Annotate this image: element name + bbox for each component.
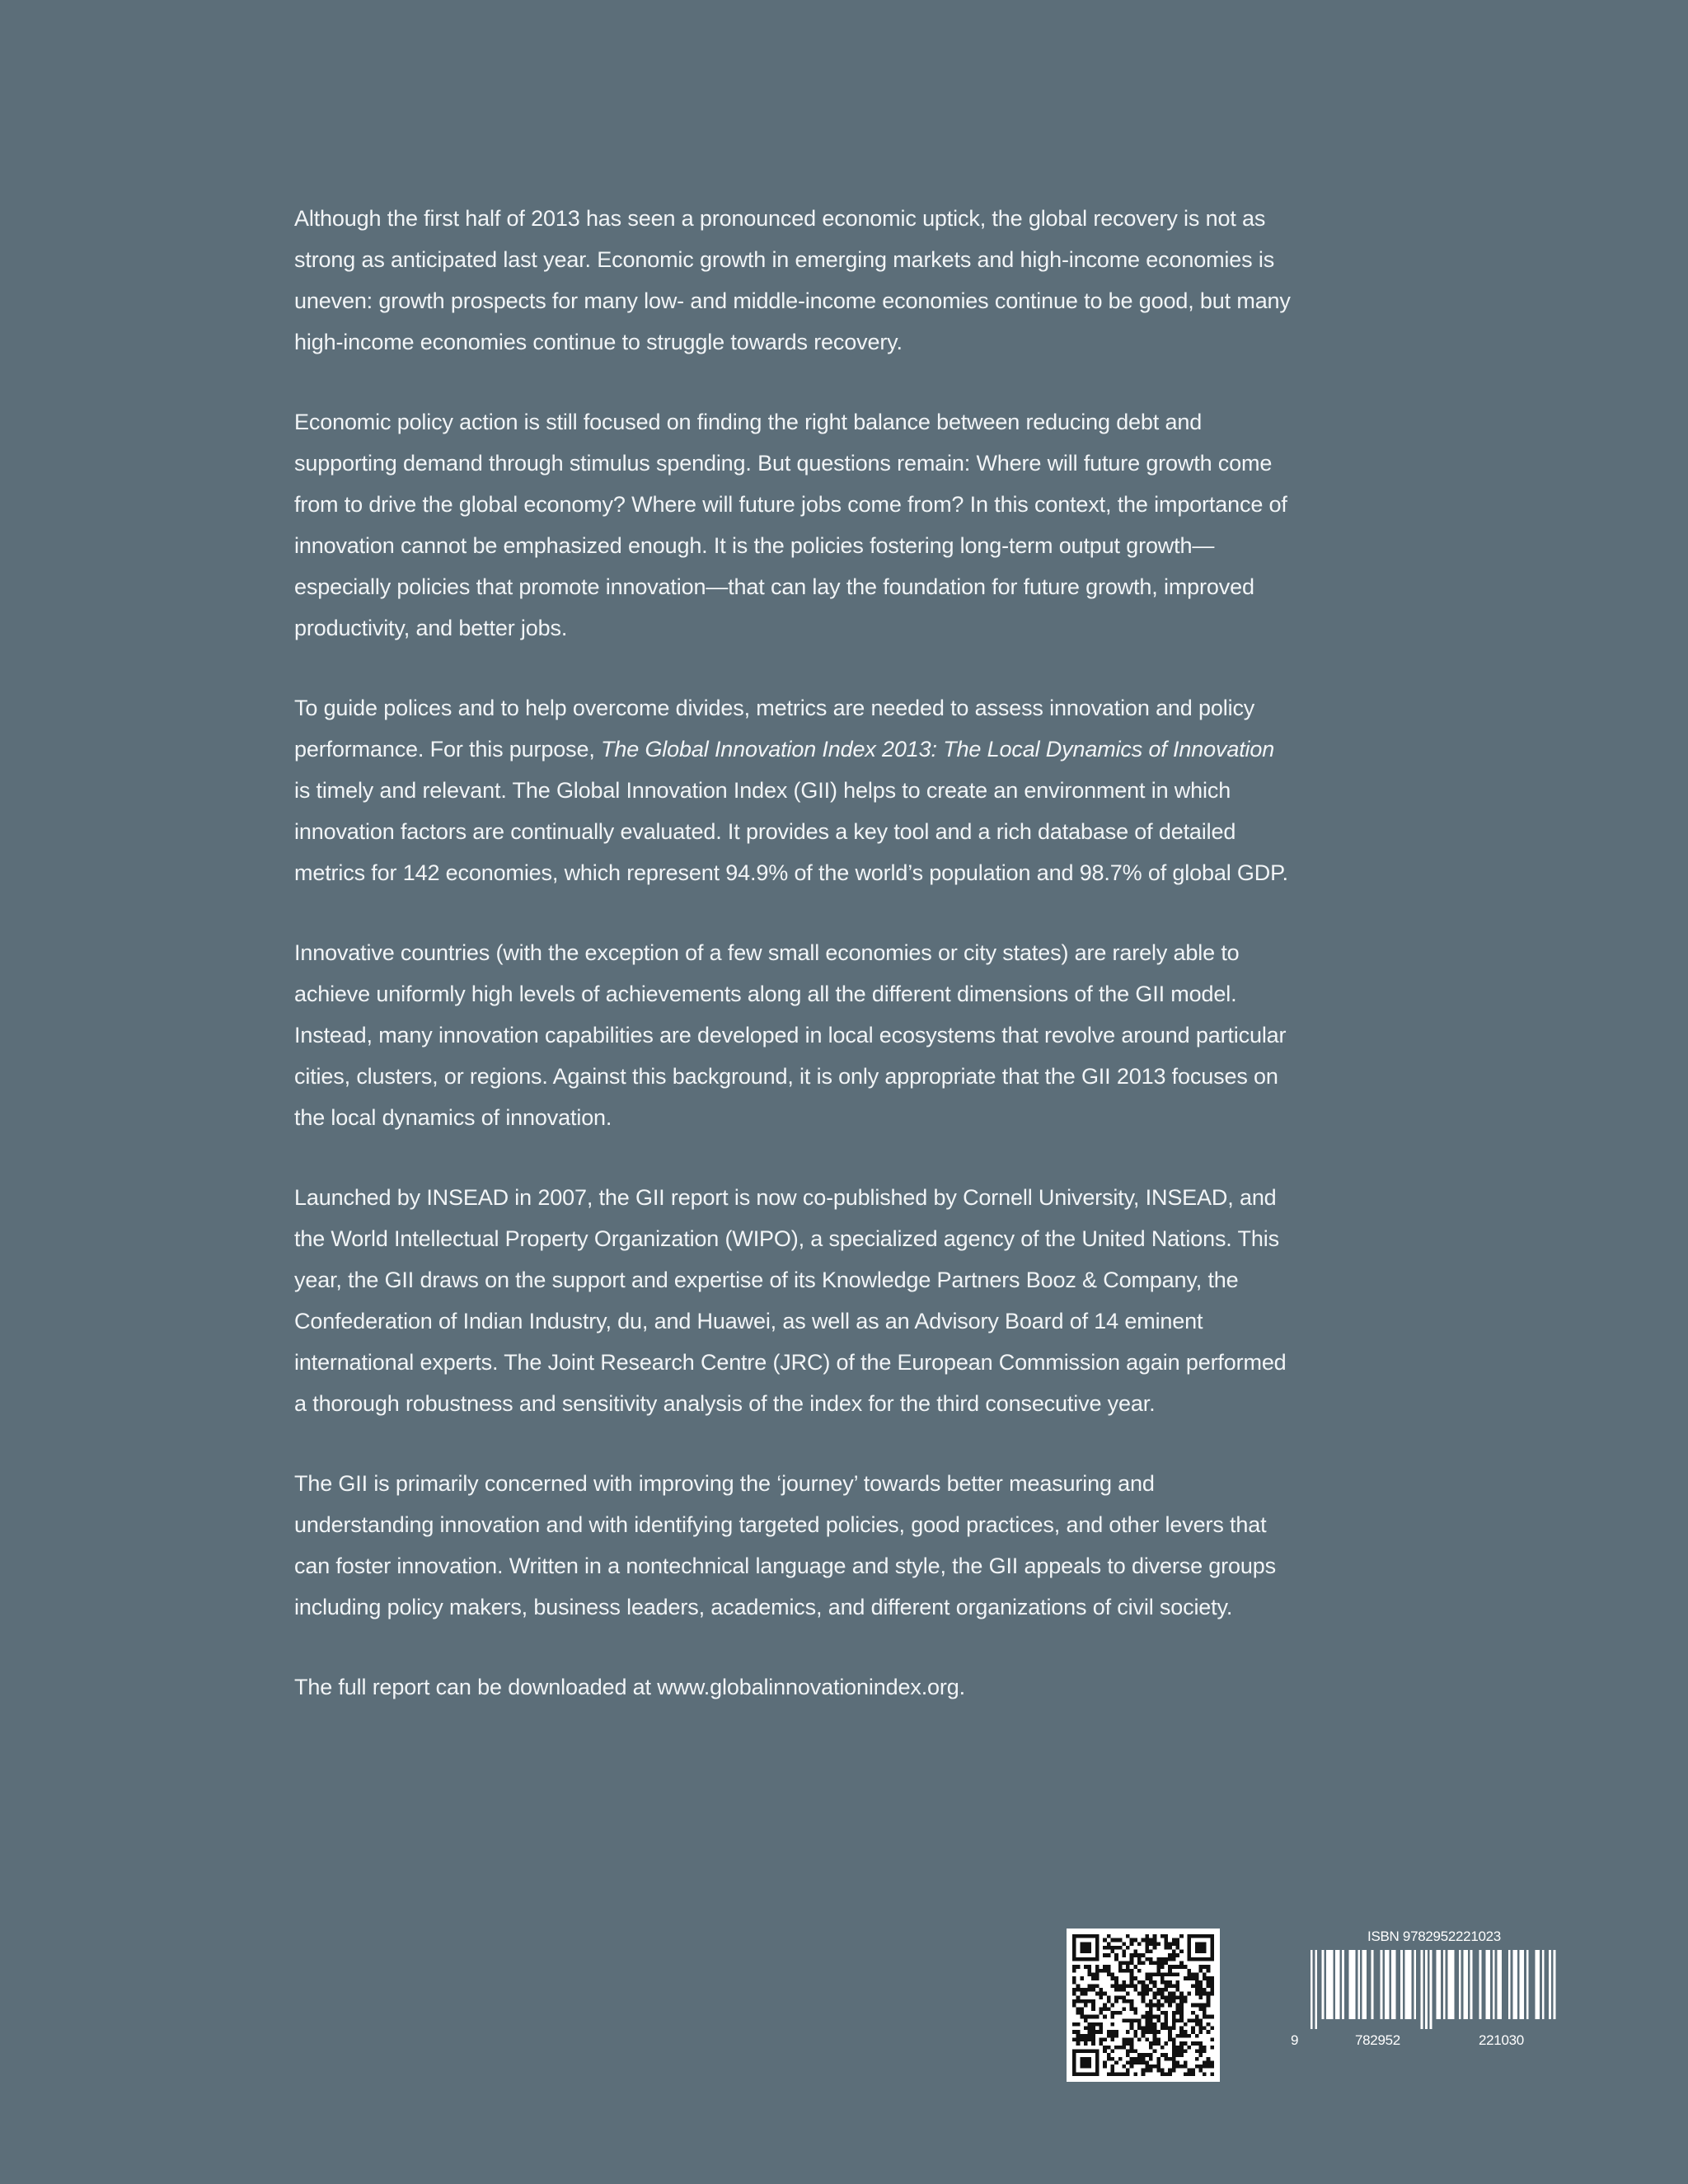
paragraph-local-ecosystems: Innovative countries (with the exception of a few small economies or city states) are rarely able to achieve uniformly high levels of achievements along all the different dimensions of the GII model. Instead, many innovation capabilities are developed in local ecosystems that revolve around particular cities, clusters, or regions. Against this background, it is only appropriate that the GII 2013 focuses on the local dynamics of innovation.	[294, 940, 1287, 1130]
barcode-bar	[1430, 1950, 1432, 2029]
description-text	[294, 198, 1292, 1708]
barcode-bar	[1443, 1950, 1446, 2019]
barcode-bar	[1357, 1950, 1360, 2019]
paragraph-policy: Economic policy action is still focused on finding the right balance between reducing debt and supporting demand through stimulus spending. But questions remain: Where will future growth come from to drive the global economy? Where will future jobs come from? In this context, the importance of innovation cannot be emphasized enough. It is the policies fostering long-term output growth—especially policies that promote innovation—that can lay the foundation for future growth, improved productivity, and better jobs.	[294, 410, 1287, 640]
barcode-bar	[1542, 1950, 1545, 2019]
barcode-bar	[1400, 1950, 1403, 2019]
barcode-bar	[1414, 1950, 1416, 2019]
barcode-bar	[1326, 1950, 1333, 2019]
barcode-bar	[1315, 1950, 1317, 2029]
barcode-digit-first: 9	[1291, 2032, 1299, 2048]
barcode-bar	[1554, 1950, 1556, 2019]
barcode-bar	[1311, 1950, 1313, 2029]
barcode-bar	[1470, 1950, 1473, 2019]
paragraph-download: The full report can be downloaded at www.globalinnovationindex.org.	[294, 1675, 965, 1699]
barcode-bar	[1459, 1950, 1461, 2019]
report-title-italic: The Global Innovation Index 2013: The Local Dynamics of Innovation	[601, 737, 1275, 762]
qr-code-icon	[1072, 1934, 1214, 2076]
barcode-digits-last: 221030	[1479, 2032, 1524, 2048]
isbn-barcode	[1286, 1929, 1582, 2060]
barcode-bars-icon	[1311, 1950, 1558, 2029]
barcode-bar	[1391, 1950, 1395, 2019]
barcode-bar	[1335, 1950, 1339, 2019]
barcode-bar	[1526, 1950, 1529, 2019]
barcode-bar	[1479, 1950, 1482, 2019]
barcode-bar	[1536, 1950, 1540, 2019]
barcode-bar	[1486, 1950, 1490, 2019]
qr-modules	[1072, 1934, 1214, 2076]
paragraph-recovery: Although the first half of 2013 has seen a pronounced economic uptick, the global recovery is not as strong as anticipated last year. Economic growth in emerging markets and high-income economies is uneven: growth prospects for many low- and middle-income economies continue to be good, but many high-income economies continue to struggle towards recovery.	[294, 206, 1291, 354]
barcode-bar	[1322, 1950, 1325, 2019]
barcode-bar	[1508, 1950, 1511, 2019]
barcode-bar	[1493, 1950, 1495, 2019]
paragraph-journey: The GII is primarily concerned with improving the ‘journey’ towards better measuring and understanding innovation and with identifying targeted policies, good practices, and other levers that can foster innovation. Written in a nontechnical language and style, the GII appeals to diverse groups including policy makers, business leaders, academics, and different organizations of civil society.	[294, 1471, 1276, 1619]
barcode-bar	[1405, 1950, 1412, 2019]
barcode-bar	[1512, 1950, 1517, 2019]
barcode-bar	[1385, 1950, 1389, 2019]
barcode-bar	[1447, 1950, 1454, 2019]
barcode-bar	[1362, 1950, 1367, 2019]
barcode-bar	[1549, 1950, 1551, 2019]
paragraph-metrics-start: To guide polices and to help overcome divides, metrics are needed to assess innovation and policy performance. For this purpose,	[294, 696, 1255, 762]
paragraph-metrics	[294, 687, 1292, 893]
isbn-label: ISBN 9782952221023	[1367, 1929, 1501, 1944]
barcode-digits-middle: 782952	[1355, 2032, 1400, 2048]
barcode-bar	[1425, 1950, 1428, 2029]
barcode-bar	[1381, 1950, 1383, 2019]
paragraph-publishers: Launched by INSEAD in 2007, the GII report is now co-published by Cornell University, INSEAD, and the World Intellectual Property Organization (WIPO), a specialized agency of the United Nations. This year, the GII draws on the support and expertise of its Knowledge Partners Booz & Company, the Confederation of Indian Industry, du, and Huawei, as well as an Advisory Board of 14 eminent international experts. The Joint Research Centre (JRC) of the European Commission again performed a thorough robustness and sensitivity analysis of the index for the third consecutive year.	[294, 1185, 1287, 1416]
barcode-bar	[1421, 1950, 1423, 2029]
barcode-bar	[1497, 1950, 1501, 2019]
barcode-bar	[1437, 1950, 1441, 2019]
barcode-bar	[1520, 1950, 1524, 2019]
barcode-bar	[1342, 1950, 1344, 2019]
paragraph-metrics-end: is timely and relevant. The Global Innovation Index (GII) helps to create an environment in which innovation factors are continually evaluated. It provides a key tool and a rich database of detailed metrics for 142 economies, which represent 94.9% of the world’s population and 98.7% of global GDP.	[294, 778, 1288, 885]
barcode-bar	[1372, 1950, 1374, 2019]
barcode-bar	[1348, 1950, 1355, 2019]
barcode-bar	[1463, 1950, 1467, 2019]
qr-code	[1067, 1929, 1220, 2082]
